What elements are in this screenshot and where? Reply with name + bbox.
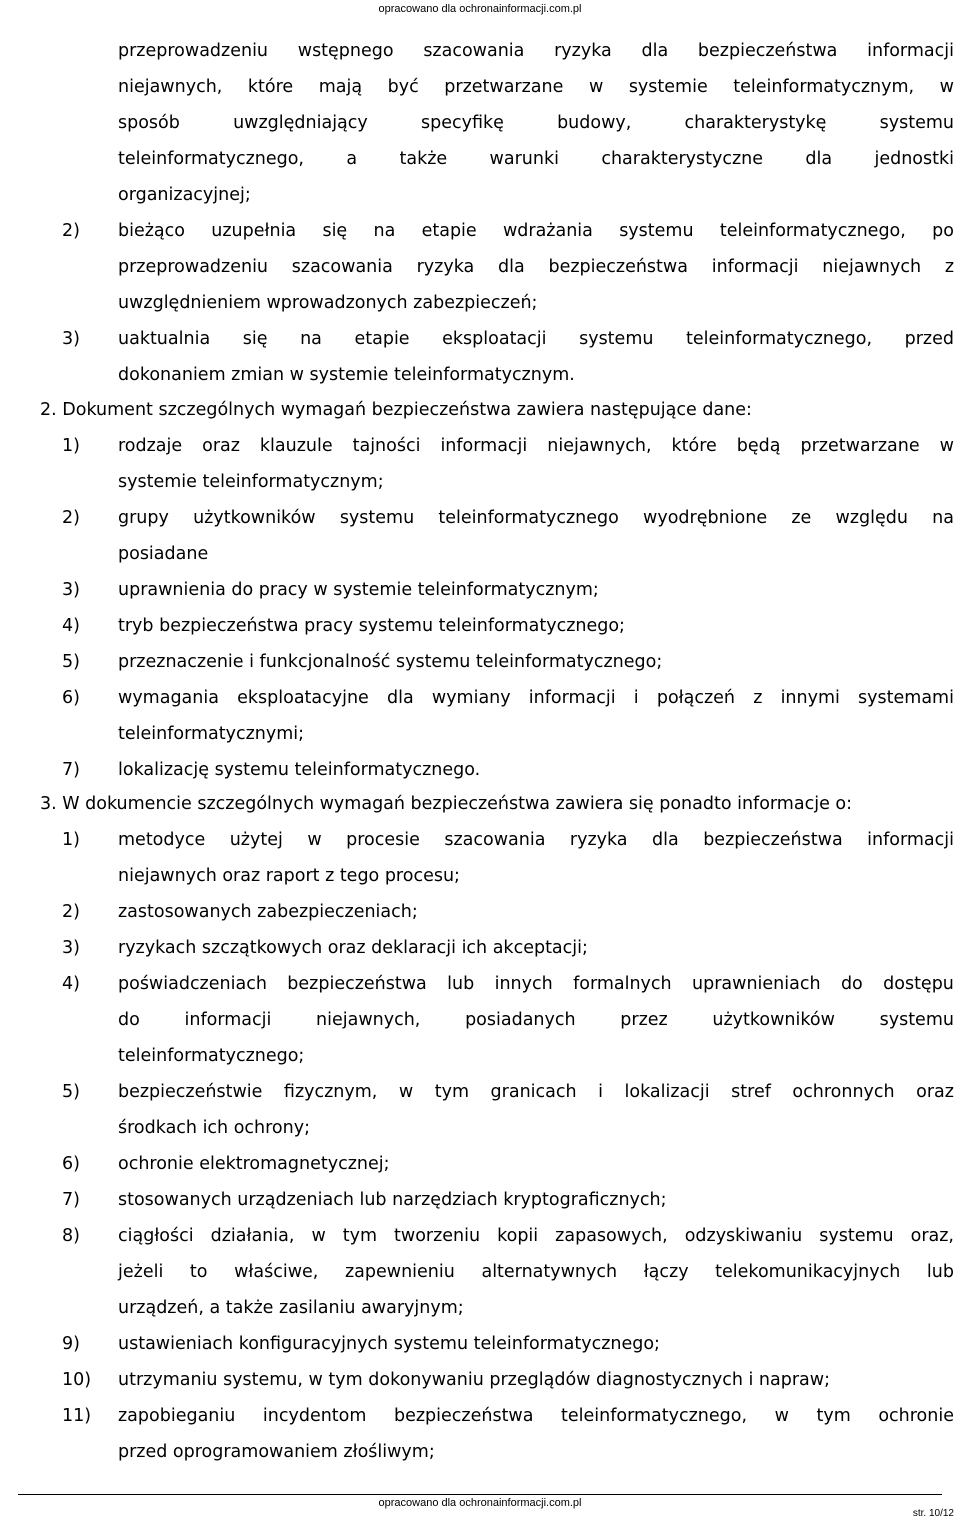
list-item-number: 5): [62, 1082, 80, 1102]
list-item-number: 3): [62, 329, 80, 349]
list-item-text-line: wymagania eksploatacyjne dla wymiany informacji i połączeń z innymi systemami: [118, 688, 954, 708]
list-item-text-line: ustawieniach konfiguracyjnych systemu teleinformatycznego;: [118, 1334, 660, 1354]
list-item-number: 1): [62, 830, 80, 850]
page-header: opracowano dla ochronainformacji.com.pl: [378, 3, 582, 15]
paragraph-line: sposób uwzględniający specyfikę budowy, charakterystykę systemu: [118, 113, 954, 133]
list-item-text-line: do informacji niejawnych, posiadanych przez użytkowników systemu: [118, 1010, 954, 1030]
list-item-text-line: teleinformatycznego;: [118, 1046, 305, 1066]
list-item-number: 1): [62, 436, 80, 456]
list-item-number: 5): [62, 652, 80, 672]
list-item-text-line: uwzględnieniem wprowadzonych zabezpieczeń;: [118, 293, 538, 313]
list-item-text-line: przeznaczenie i funkcjonalność systemu teleinformatycznego;: [118, 652, 663, 672]
list-item-text-line: ryzykach szczątkowych oraz deklaracji ich akceptacji;: [118, 938, 588, 958]
list-item-number: 6): [62, 1154, 80, 1174]
list-item-number: 2): [62, 508, 80, 528]
list-item-number: 10): [62, 1370, 92, 1390]
list-item-number: 11): [62, 1406, 92, 1426]
list-item-text-line: urządzeń, a także zasilaniu awaryjnym;: [118, 1298, 464, 1318]
paragraph-line: przeprowadzeniu wstępnego szacowania ryzyka dla bezpieczeństwa informacji: [118, 41, 954, 61]
list-item-text-line: rodzaje oraz klauzule tajności informacji niejawnych, które będą przetwarzane w: [118, 436, 954, 456]
list-item-text-line: przeprowadzeniu szacowania ryzyka dla bezpieczeństwa informacji niejawnych z: [118, 257, 954, 277]
list-item-number: 2): [62, 221, 80, 241]
list-item-number: 9): [62, 1334, 80, 1354]
list-item-text-line: ciągłości działania, w tym tworzeniu kopii zapasowych, odzyskiwaniu systemu oraz,: [118, 1226, 954, 1246]
list-item-number: 3): [62, 580, 80, 600]
list-item-text-line: uaktualnia się na etapie eksploatacji systemu teleinformatycznego, przed: [118, 329, 954, 349]
list-item-number: 8): [62, 1226, 80, 1246]
list-item-text-line: teleinformatycznymi;: [118, 724, 305, 744]
list-item-text-line: metodyce użytej w procesie szacowania ryzyka dla bezpieczeństwa informacji: [118, 830, 954, 850]
section-heading: 2. Dokument szczególnych wymagań bezpieczeństwa zawiera następujące dane:: [40, 400, 752, 420]
list-item-text-line: dokonaniem zmian w systemie teleinformatycznym.: [118, 365, 575, 385]
list-item-text-line: bieżąco uzupełnia się na etapie wdrażania systemu teleinformatycznego, po: [118, 221, 954, 241]
list-item-text-line: ochronie elektromagnetycznej;: [118, 1154, 390, 1174]
list-item-text-line: niejawnych oraz raport z tego procesu;: [118, 866, 460, 886]
list-item-number: 6): [62, 688, 80, 708]
list-item-text-line: zastosowanych zabezpieczeniach;: [118, 902, 418, 922]
list-item-text-line: uprawnienia do pracy w systemie teleinformatycznym;: [118, 580, 599, 600]
list-item-text-line: utrzymaniu systemu, w tym dokonywaniu przeglądów diagnostycznych i napraw;: [118, 1370, 830, 1390]
footer-rule: [18, 1494, 942, 1495]
paragraph-line: teleinformatycznego, a także warunki charakterystyczne dla jednostki: [118, 149, 954, 169]
paragraph-line: organizacyjnej;: [118, 185, 251, 205]
list-item-number: 4): [62, 974, 80, 994]
list-item-number: 7): [62, 1190, 80, 1210]
list-item-text-line: grupy użytkowników systemu teleinformatycznego wyodrębnione ze względu na: [118, 508, 954, 528]
section-heading: 3. W dokumencie szczególnych wymagań bezpieczeństwa zawiera się ponadto informacje o:: [40, 794, 852, 814]
list-item-text-line: systemie teleinformatycznym;: [118, 472, 384, 492]
page-footer: opracowano dla ochronainformacji.com.pl: [378, 1497, 582, 1509]
list-item-number: 4): [62, 616, 80, 636]
list-item-number: 3): [62, 938, 80, 958]
list-item-text-line: tryb bezpieczeństwa pracy systemu teleinformatycznego;: [118, 616, 625, 636]
page-number: str. 10/12: [912, 1508, 954, 1519]
list-item-text-line: bezpieczeństwie fizycznym, w tym granicach i lokalizacji stref ochronnych oraz: [118, 1082, 954, 1102]
list-item-text-line: przed oprogramowaniem złośliwym;: [118, 1442, 435, 1462]
paragraph-line: niejawnych, które mają być przetwarzane w systemie teleinformatycznym, w: [118, 77, 954, 97]
list-item-text-line: zapobieganiu incydentom bezpieczeństwa teleinformatycznego, w tym ochronie: [118, 1406, 954, 1426]
list-item-number: 2): [62, 902, 80, 922]
list-item-text-line: stosowanych urządzeniach lub narzędziach kryptograficznych;: [118, 1190, 667, 1210]
list-item-text-line: posiadane: [118, 544, 209, 564]
list-item-text-line: jeżeli to właściwe, zapewnieniu alternatywnych łączy telekomunikacyjnych lub: [118, 1262, 954, 1282]
list-item-number: 7): [62, 760, 80, 780]
list-item-text-line: lokalizację systemu teleinformatycznego.: [118, 760, 481, 780]
list-item-text-line: środkach ich ochrony;: [118, 1118, 310, 1138]
list-item-text-line: poświadczeniach bezpieczeństwa lub innych formalnych uprawnieniach do dostępu: [118, 974, 954, 994]
